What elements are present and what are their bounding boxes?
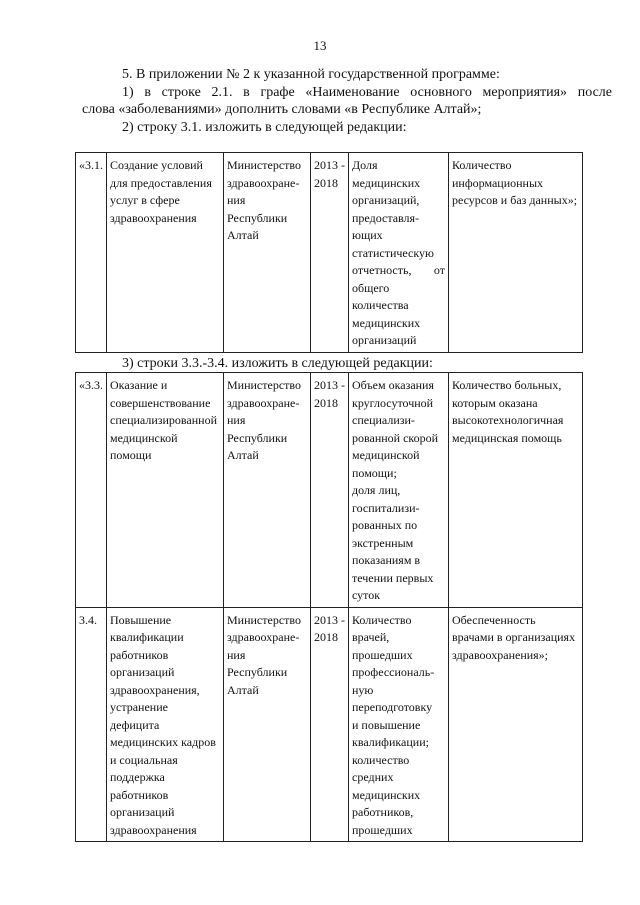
cell-text-line: устранение — [110, 700, 168, 714]
cell-text-line: Количество — [452, 158, 512, 172]
cell-executor — [224, 153, 311, 353]
cell-text-line: экстренным — [352, 535, 414, 550]
cell-text-line: здравоохранения — [110, 210, 197, 225]
paragraph-item-2: 2) строку 3.1. изложить в следующей редакции: — [122, 120, 407, 135]
cell-event-name — [107, 607, 224, 842]
cell-text-line: Алтай — [227, 228, 259, 242]
cell-text-line: рованных по — [352, 518, 418, 532]
cell-text-line: количество — [352, 752, 410, 767]
cell-text-line: ную — [352, 682, 374, 697]
cell-text-line: доля лиц, — [352, 483, 401, 497]
cell-text-line: поддержка — [110, 770, 165, 784]
cell-text-line: высокотехнологичная — [452, 413, 564, 427]
cell-text-line: круглосуточной — [352, 395, 434, 410]
cell-text-line: рованной скорой — [352, 430, 439, 445]
cell-text-line: количества — [352, 298, 409, 312]
cell-text-line: медицинских — [352, 175, 421, 190]
table-rows-3-3-3-4 — [75, 372, 583, 842]
cell-text-line: врачей, — [352, 630, 390, 644]
cell-number: «3.1. — [76, 153, 107, 353]
table-row — [76, 153, 583, 353]
cell-text-line: здравоохране- — [227, 630, 300, 644]
paragraph-item-5: 5. В приложении № 2 к указанной государственной программе: — [122, 67, 500, 82]
cell-text-line: ресурсов и баз данных»; — [452, 193, 578, 207]
cell-text-line: суток — [352, 588, 381, 602]
cell-text-line: помощи; — [352, 465, 397, 480]
cell-text-line: медицинских — [352, 787, 421, 802]
cell-indicator — [349, 373, 449, 608]
cell-text-line: Министерство — [227, 378, 301, 392]
cell-text-line: организаций — [110, 665, 175, 679]
table-row-3-1 — [75, 152, 583, 353]
cell-number: 3.4. — [76, 607, 107, 842]
cell-text-line: Доля — [352, 158, 378, 172]
cell-text-line: Количество больных, — [452, 378, 562, 392]
cell-text-line: квалификации; — [352, 735, 429, 749]
cell-period — [311, 607, 349, 842]
cell-text-line: Алтай — [227, 682, 259, 697]
cell-text-line: здравоохране- — [227, 175, 300, 190]
cell-text-line: Республики — [227, 665, 288, 679]
cell-text-line: 2013 - — [314, 158, 345, 172]
cell-text-line: врачами в организациях — [452, 630, 576, 644]
cell-text-line: Обеспеченность — [452, 612, 536, 627]
table-row — [76, 373, 583, 608]
cell-text-line: переподготовку — [352, 700, 433, 714]
paragraph-item-1-line-2: слова «заболеваниями» дополнить словами «в Республике Алтай»; — [82, 102, 482, 117]
cell-text-line: и повышение — [352, 717, 421, 732]
cell-text-line: Повышение — [110, 612, 172, 627]
cell-text-line: помощи — [110, 448, 152, 462]
cell-text-line: Республики — [227, 430, 288, 445]
cell-text-line: Количество — [352, 612, 412, 627]
cell-text-line: прошедших — [352, 822, 413, 837]
cell-text-line: организаций, — [352, 193, 420, 207]
cell-text-line: Объем оказания — [352, 378, 435, 392]
cell-indicator — [349, 607, 449, 842]
cell-text-line: дефицита — [110, 717, 160, 732]
cell-text-line: Министерство — [227, 158, 301, 172]
cell-text-line: профессиональ- — [352, 665, 435, 679]
cell-text-line: 2013 - — [314, 378, 345, 392]
cell-text-line: средних — [352, 770, 394, 784]
cell-text-line: 2018 — [314, 175, 338, 190]
cell-text-line: специализированной — [110, 413, 218, 427]
cell-text-line: организаций — [352, 333, 417, 347]
cell-text-line: ющих — [352, 228, 383, 242]
cell-text-line: общего — [352, 280, 390, 295]
paragraph-item-1-line-1: 1) в строке 2.1. в графе «Наименование основного мероприятия» после — [122, 85, 612, 100]
cell-text-line: Министерство — [227, 612, 301, 627]
cell-indicator — [349, 153, 449, 353]
cell-text-line: и социальная — [110, 752, 178, 767]
cell-text-line: ния — [227, 647, 246, 662]
paragraph-item-3: 3) строки 3.3.-3.4. изложить в следующей редакции: — [122, 356, 433, 371]
cell-result — [449, 373, 583, 608]
cell-text-line: информационных — [452, 175, 544, 190]
cell-event-name — [107, 153, 224, 353]
cell-period — [311, 373, 349, 608]
cell-text-line: медицинских — [352, 315, 421, 330]
cell-text-line: работников, — [352, 805, 414, 819]
cell-executor — [224, 373, 311, 608]
cell-executor — [224, 607, 311, 842]
cell-text-line: ния — [227, 193, 246, 207]
cell-text-line: здравоохранения»; — [452, 647, 549, 662]
cell-text-line: медицинской — [110, 430, 178, 445]
cell-text-line: Республики — [227, 210, 288, 225]
cell-text-line: специализи- — [352, 413, 415, 427]
cell-text-line: 2018 — [314, 630, 338, 644]
cell-text-line: услуг в сфере — [110, 193, 180, 207]
cell-text-line: медицинских кадров — [110, 735, 216, 749]
cell-text-line: медицинской — [352, 448, 420, 462]
cell-text-line: Создание условий — [110, 158, 203, 172]
table-row — [76, 607, 583, 842]
cell-text-line: работников — [110, 647, 169, 662]
cell-number: «3.3. — [76, 373, 107, 608]
cell-text-line: которым оказана — [452, 395, 538, 410]
cell-text-line: Оказание и — [110, 378, 168, 392]
cell-text-line: Алтай — [227, 448, 259, 462]
cell-text-line: 2018 — [314, 395, 338, 410]
cell-text-line: здравоохранения — [110, 822, 197, 837]
cell-text-line: ния — [227, 413, 246, 427]
cell-text-line: квалификации — [110, 630, 184, 644]
cell-text-line: здравоохранения, — [110, 682, 200, 697]
cell-text-line: для предоставления — [110, 175, 212, 190]
page-number: 13 — [313, 38, 327, 53]
cell-text-line: работников — [110, 787, 169, 802]
cell-text-line: госпитализи- — [352, 500, 420, 515]
cell-text-line: здравоохране- — [227, 395, 300, 410]
cell-text-line: показаниям в — [352, 553, 421, 567]
cell-text-line: прошедших — [352, 647, 413, 662]
cell-result — [449, 153, 583, 353]
cell-event-name — [107, 373, 224, 608]
cell-result — [449, 607, 583, 842]
cell-text-line: статистическую — [352, 245, 435, 260]
cell-text-line: отчетность, от — [352, 263, 445, 277]
cell-period — [311, 153, 349, 353]
cell-text-line: организаций — [110, 805, 175, 819]
cell-text-line: течении первых — [352, 570, 434, 585]
cell-text-line: предоставля- — [352, 210, 420, 225]
cell-text-line: медицинская помощь — [452, 430, 562, 445]
cell-text-line: совершенствование — [110, 395, 211, 410]
cell-text-line: 2013 - — [314, 612, 345, 627]
